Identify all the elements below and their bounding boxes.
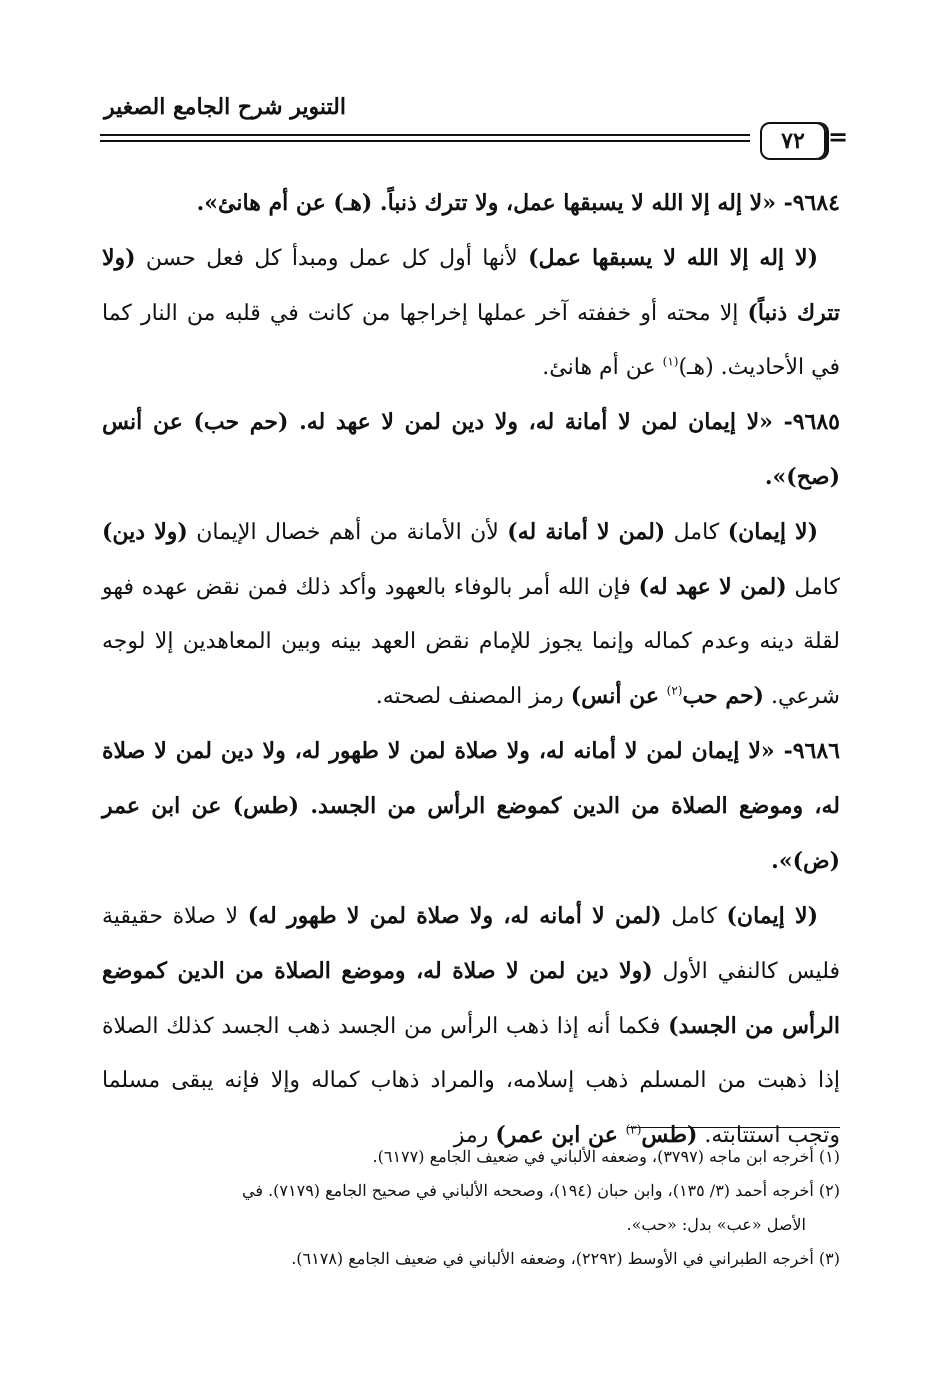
hadith-9685 [102, 395, 840, 505]
footnote-3: (٣) أخرجه الطبراني في الأوسط (٢٢٩٢)، وضعفه الألباني في ضعيف الجامع (٦١٧٨). [291, 1249, 840, 1268]
header-rule-bottom [100, 140, 750, 142]
header-rule-top [100, 134, 750, 136]
commentary-9684: (لا إله إلا الله لا يسبقها عمل) لأنها أول كل عمل ومبدأ كل فعل حسن (ولا تترك ذنباً) إلا محته أو خففته آخر عملها إخراجها من كانت في قلبه من النار كما في الأحاديث. (هـ)$^{(١)}$ عن أم هانئ. [102, 245, 840, 380]
hadith-9686 [102, 724, 840, 889]
commentary-9685: (لا إيمان) كامل (لمن لا أمانة له) لأن الأمانة من أهم خصال الإيمان (ولا دين) كامل (لمن لا عهد له) فإن الله أمر بالوفاء بالعهود وأكد ذلك فمن نقض عهده فهو لقلة دينه وعدم كماله وإنما يجوز للإمام نقض العهد بينه وبين المعاهدين إلا لوجه شرعي. (حم حب$^{(٢)}$ عن أنس) رمز المصنف لصحته. [102, 519, 841, 709]
hadith-9684 [102, 176, 840, 231]
commentary-9686: (لا إيمان) كامل (لمن لا أمانه له، ولا صلاة لمن لا طهور له) لا صلاة حقيقية فليس كالنفي الأول (ولا دين لمن لا صلاة له، وموضع الصلاة من الدين كموضع الرأس من الجسد) فكما أنه إذا ذهب الرأس من الجسد ذهب الجسد كذلك الصلاة إذا ذهبت من المسلم ذهب إسلامه، والمراد ذهاب كماله وإلا فإنه يبقى مسلما وتجب استتابته. (طس$^{(٣)}$ عن ابن عمر) رمز [102, 903, 841, 1148]
footnote-2: (٢) أخرجه أحمد (٣/ ١٣٥)، وابن حبان (١٩٤)، وصححه الألباني في صحيح الجامع (٧١٧٩). في [242, 1181, 840, 1200]
footnote-ref-2[interactable]: (٢) [666, 683, 683, 698]
page-number: ٧٢ [760, 122, 826, 160]
footnote-2-continuation: الأصل «عب» بدل: «حب». [626, 1215, 806, 1234]
main-text [102, 176, 840, 1163]
hadith-9685-text: ٩٦٨٥- «لا إيمان لمن لا أمانة له، ولا دين لمن لا عهد له. (حم حب) عن أنس (صح)». [102, 409, 840, 490]
page-header [100, 86, 849, 166]
footnote-ref-3[interactable]: (٣) [625, 1122, 642, 1137]
footnote-ref-1[interactable]: (١) [662, 354, 679, 369]
footnotes [102, 1140, 840, 1276]
footnote-separator [628, 1127, 840, 1128]
running-title: التنوير شرح الجامع الصغير [104, 94, 346, 120]
hadith-9684-text: ٩٦٨٤- «لا إله إلا الله لا يسبقها عمل، ولا تترك ذنباً. (هـ) عن أم هانئ». [196, 190, 840, 216]
hadith-9686-text: ٩٦٨٦- «لا إيمان لمن لا أمانه له، ولا صلاة لمن لا طهور له، ولا دين لمن لا صلاة له، وموضع الصلاة من الدين كموضع الرأس من الجسد. (طس) عن ابن عمر (ض)». [102, 738, 840, 874]
footnote-1: (١) أخرجه ابن ماجه (٣٧٩٧)، وضعفه الألباني في ضعيف الجامع (٦١٧٧). [372, 1147, 840, 1166]
header-ornament: = [828, 122, 849, 151]
